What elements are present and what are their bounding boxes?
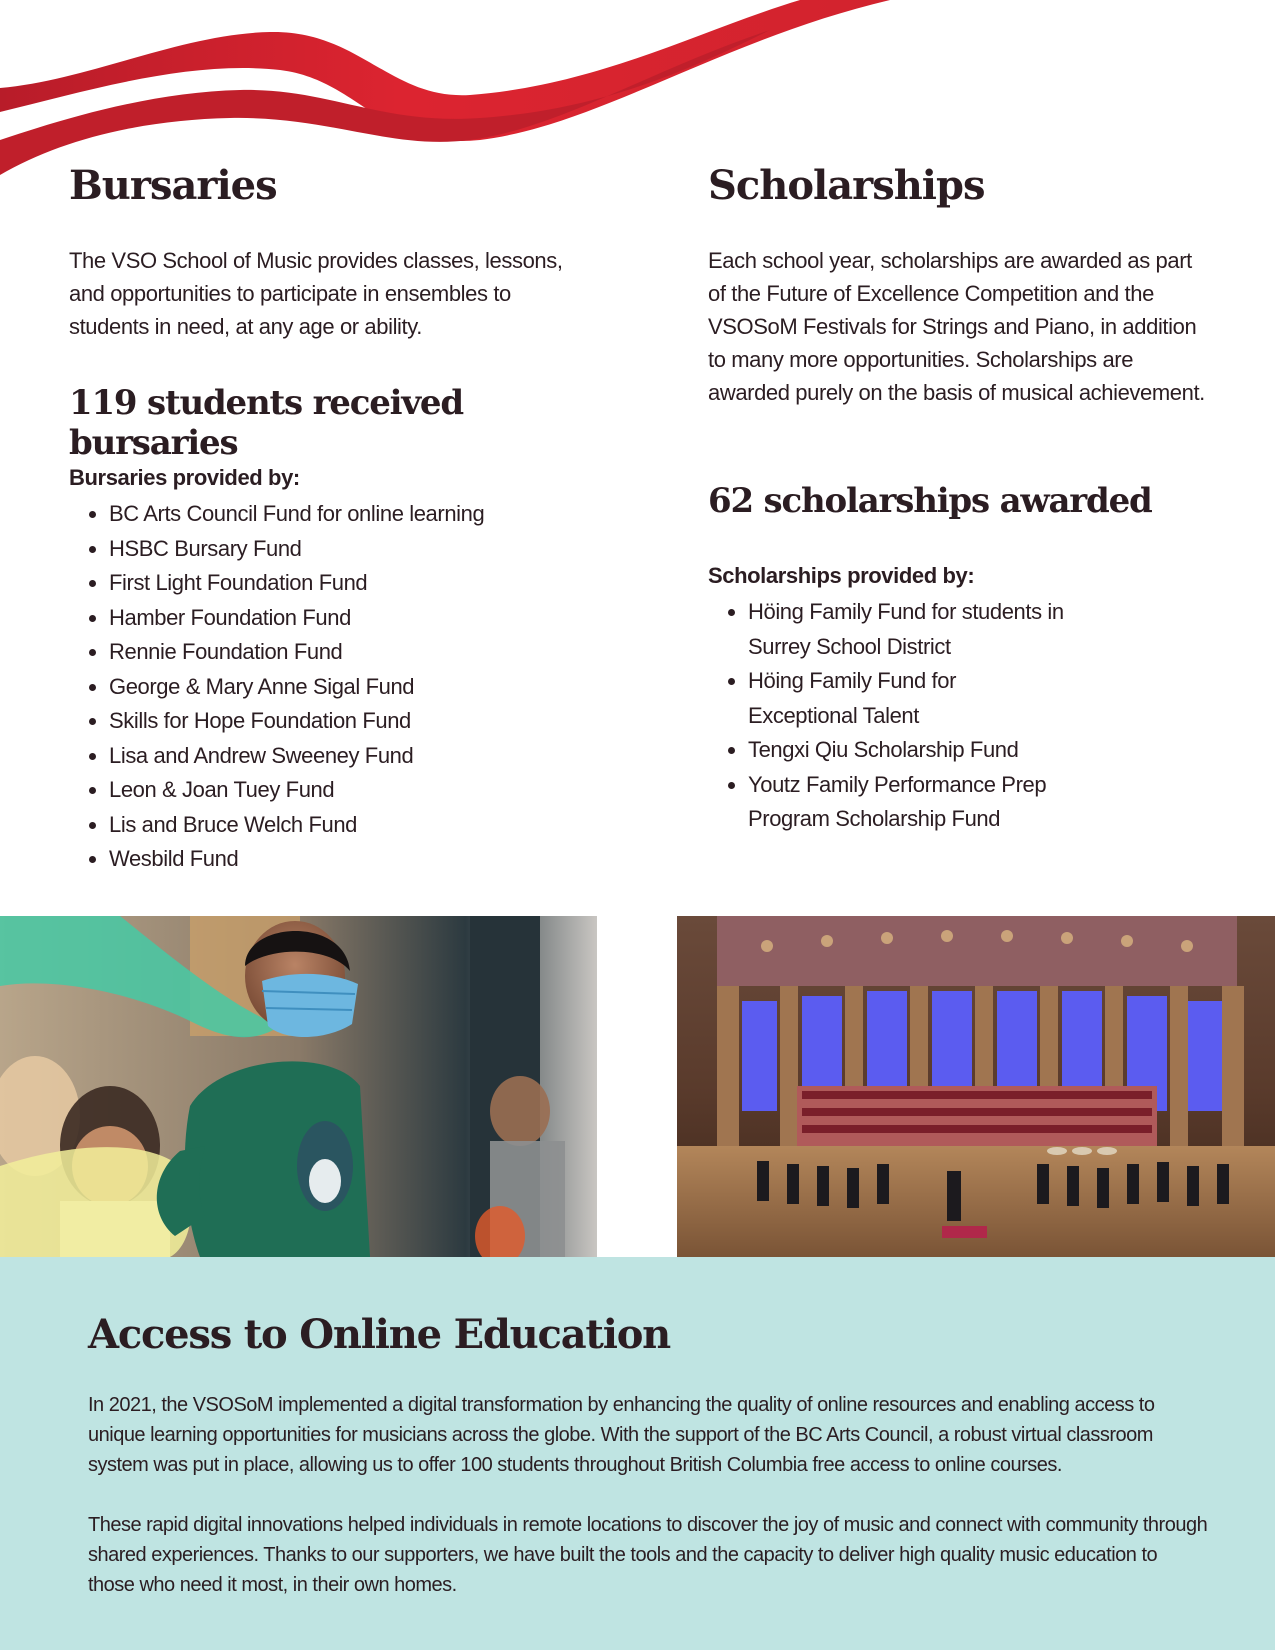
scholarships-stat: 62 scholarships awarded — [708, 481, 1152, 521]
bursaries-fund-item: • First Light Foundation Fund — [109, 566, 629, 601]
scholarships-fund-list — [708, 595, 1068, 837]
bursaries-fund-item: • Lis and Bruce Welch Fund — [109, 808, 629, 843]
bursaries-fund-item: • Skills for Hope Foundation Fund — [109, 704, 629, 739]
bursaries-intro: The VSO School of Music provides classes, lessons, and opportunities to participate in ensembles to students in need, at any age or ability. — [69, 248, 563, 339]
bursaries-fund-item: • George & Mary Anne Sigal Fund — [109, 670, 629, 705]
bursaries-list-heading: Bursaries provided by: — [69, 465, 300, 490]
online-education-section — [0, 1257, 1275, 1650]
scholarships-fund-item: • Youtz Family Performance Prep Program Scholarship Fund — [748, 768, 1068, 837]
bursaries-fund-item: • Hamber Foundation Fund — [109, 601, 629, 636]
scholarships-title: Scholarships — [708, 162, 985, 209]
bursaries-fund-item: • Rennie Foundation Fund — [109, 635, 629, 670]
scholarships-fund-item: • Höing Family Fund for students in Surrey School District — [748, 595, 1068, 664]
bursaries-fund-list — [69, 497, 629, 877]
bursaries-title: Bursaries — [69, 162, 277, 209]
scholarships-fund-item: • Tengxi Qiu Scholarship Fund — [748, 733, 1068, 768]
bursaries-fund-item: • Leon & Joan Tuey Fund — [109, 773, 629, 808]
photo-child-dancing — [0, 916, 597, 1257]
photo-orchestra-concert — [677, 916, 1275, 1257]
online-education-paragraph-1: In 2021, the VSOSoM implemented a digital transformation by enhancing the quality of online resources and enabling access to unique learning opportunities for musicians across the globe. With the support of the BC Arts Council, a robust virtual classroom system was put in place, allowing us to offer 100 students throughout British Columbia free access to online courses. — [88, 1394, 1155, 1476]
online-education-title: Access to Online Education — [88, 1311, 671, 1358]
online-education-paragraph-2: These rapid digital innovations helped individuals in remote locations to discover the joy of music and connect with community through shared experiences. Thanks to our supporters, we have built the tools and the capacity to deliver high quality music education to those who need it most, in their own homes. — [88, 1514, 1208, 1596]
scholarships-intro: Each school year, scholarships are awarded as part of the Future of Excellence Competition and the VSOSoM Festivals for Strings and Piano, in addition to many more opportunities. Scholarships are awarded purely on the basis of musical achievement. — [708, 248, 1205, 405]
scholarships-fund-item: • Höing Family Fund for Exceptional Talent — [748, 664, 1068, 733]
bursaries-fund-item: • Wesbild Fund — [109, 842, 629, 877]
bursaries-fund-item: • Lisa and Andrew Sweeney Fund — [109, 739, 629, 774]
red-ribbon-graphic — [0, 0, 900, 180]
bursaries-fund-item: • HSBC Bursary Fund — [109, 532, 629, 567]
scholarships-list-heading: Scholarships provided by: — [708, 563, 975, 588]
bursaries-stat: 119 students received bursaries — [69, 383, 463, 463]
bursaries-fund-item: • BC Arts Council Fund for online learning — [109, 497, 629, 532]
